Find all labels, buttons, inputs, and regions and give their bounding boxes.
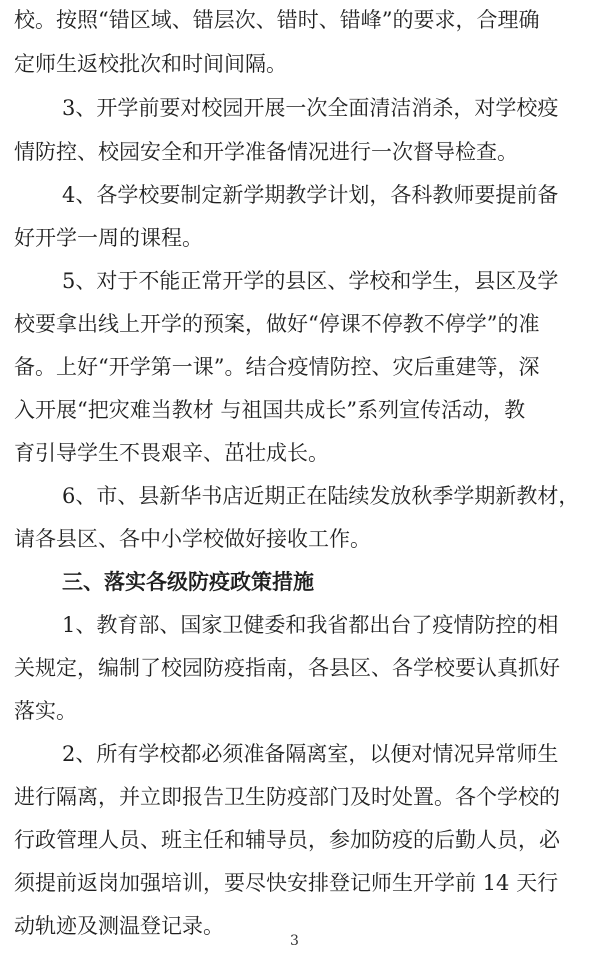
text-line: 情防控、校园安全和开学准备情况进行一次督导检查。 xyxy=(14,140,518,164)
text-line: 关规定，编制了校园防疫指南，各县区、各学校要认真抓好 xyxy=(14,656,560,680)
text-line: 落实。 xyxy=(14,699,77,723)
text-line: 6、市、县新华书店近期正在陆续发放秋季学期新教材， xyxy=(62,484,580,508)
text-line: 4、各学校要制定新学期教学计划，各科教师要提前备 xyxy=(62,183,559,207)
page-number: 3 xyxy=(290,933,299,949)
text-line: 育引导学生不畏艰辛、茁壮成长。 xyxy=(14,441,329,465)
text-line: 入开展“把灾难当教材 与祖国共成长”系列宣传活动，教 xyxy=(14,398,526,422)
text-line: 校。按照“错区域、错层次、错时、错峰”的要求，合理确 xyxy=(14,8,540,32)
text-line: 校要拿出线上开学的预案，做好“停课不停教不停学”的准 xyxy=(14,312,540,336)
text-line: 请各县区、各中小学校做好接收工作。 xyxy=(14,527,371,551)
text-line: 5、对于不能正常开学的县区、学校和学生，县区及学 xyxy=(62,269,559,293)
text-line: 1、教育部、国家卫健委和我省都出台了疫情防控的相 xyxy=(62,613,559,637)
text-line: 动轨迹及测温登记录。 xyxy=(14,914,224,938)
text-line: 须提前返岗加强培训，要尽快安排登记师生开学前 14 天行 xyxy=(14,871,559,895)
text-line: 3、开学前要对校园开展一次全面清洁消杀，对学校疫 xyxy=(62,96,559,120)
text-line: 进行隔离，并立即报告卫生防疫部门及时处置。各个学校的 xyxy=(14,785,560,809)
text-line: 好开学一周的课程。 xyxy=(14,226,203,250)
text-line: 2、所有学校都必须准备隔离室，以便对情况异常师生 xyxy=(62,742,559,766)
text-line: 备。上好“开学第一课”。结合疫情防控、灾后重建等，深 xyxy=(14,355,540,379)
text-line: 行政管理人员、班主任和辅导员，参加防疫的后勤人员，必 xyxy=(14,828,560,852)
section-heading: 三、落实各级防疫政策措施 xyxy=(62,570,314,594)
text-line: 定师生返校批次和时间间隔。 xyxy=(14,52,287,76)
